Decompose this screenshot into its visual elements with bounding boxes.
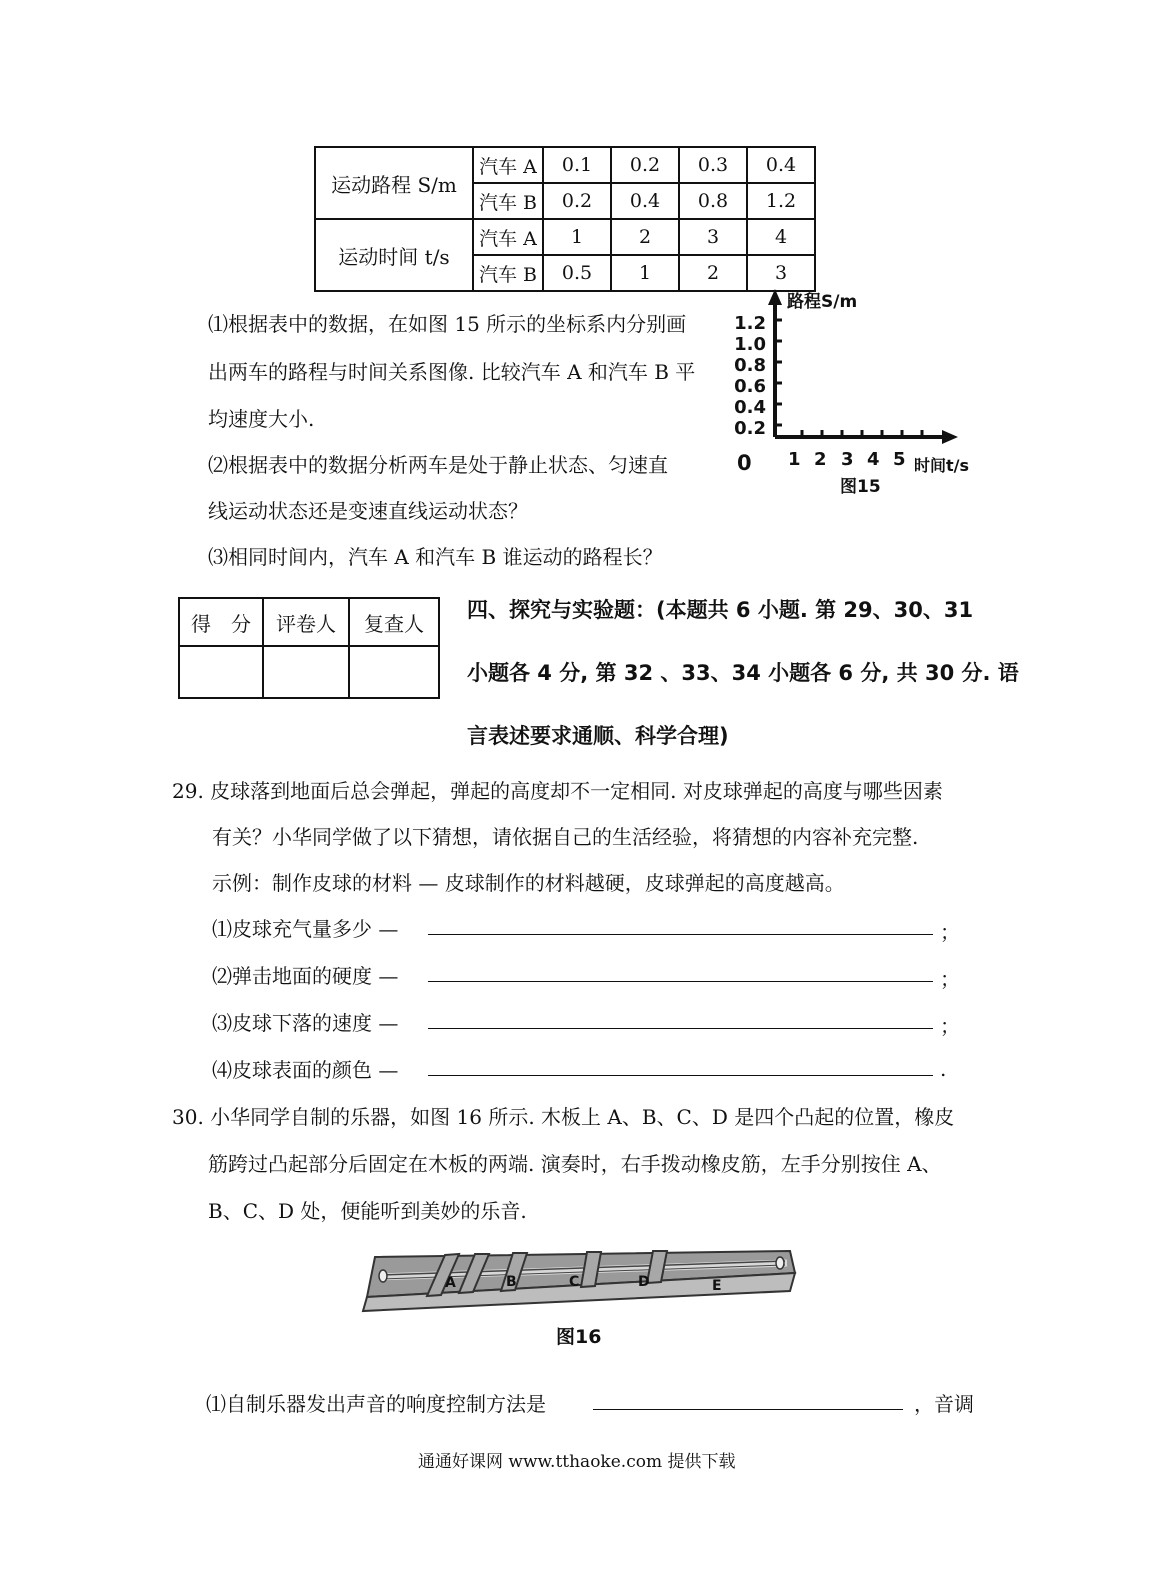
car-b-label: 汽车 B [473,183,543,219]
section4-line1: 四、探究与实验题：(本题共 6 小题. 第 29、30、31 [467,598,974,622]
q29-item3-end: ； [940,1014,960,1038]
q30-answer-blank-1[interactable] [593,1409,903,1410]
q29-item1-end: ； [940,920,960,944]
q30-line2: 筋跨过凸起部分后固定在木板的两端. 演奏时，右手拨动橡皮筋，左手分别按住 A、 [208,1152,942,1176]
q29-item1: ⑴皮球充气量多少 — [212,917,399,941]
y-tick-label: 0.8 [734,355,766,376]
figure15-origin: 0 [737,451,752,475]
y-tick-label: 1.2 [734,313,766,334]
table-cell: 0.2 [543,183,611,219]
table-cell: 0.1 [543,147,611,183]
table-cell: 4 [747,219,815,255]
q29-line1: 29. 皮球落到地面后总会弹起，弹起的高度却不一定相同. 对皮球弹起的高度与哪些因素 [172,779,943,803]
q30-line1: 30. 小华同学自制的乐器，如图 16 所示. 木板上 A、B、C、D 是四个凸起的位置，橡皮 [172,1105,955,1129]
table-cell: 0.8 [679,183,747,219]
q29-item3: ⑶皮球下落的速度 — [212,1011,399,1035]
q29-answer-blank-2[interactable] [428,981,933,982]
figure16-caption: 图16 [556,1326,602,1348]
x-axis-arrow [942,430,958,444]
figure16-label-d: D [638,1274,650,1290]
q28-part1-line3: 均速度大小. [208,407,315,431]
table-cell: 0.3 [679,147,747,183]
score-cell[interactable] [179,646,263,698]
table-cell: 0.4 [747,147,815,183]
x-tick-label: 4 [867,449,880,470]
q28-part2-line1: ⑵根据表中的数据分析两车是处于静止状态、匀速直 [208,453,668,477]
reviewer-header: 复查人 [349,598,439,646]
grader-header: 评卷人 [263,598,349,646]
y-tick-label: 0.4 [734,397,766,418]
x-tick-label: 5 [893,449,906,470]
figure15-caption: 图15 [840,477,881,497]
q28-part2-line2: 线运动状态还是变速直线运动状态？ [208,499,528,523]
q28-part3: ⑶相同时间内，汽车 A 和汽车 B 谁运动的路程长？ [208,545,663,569]
car-a-label: 汽车 A [473,219,543,255]
y-tick-label: 0.6 [734,376,766,397]
section4-line2: 小题各 4 分, 第 32 、33、34 小题各 6 分, 共 30 分. 语 [467,661,1019,685]
q29-answer-blank-1[interactable] [428,934,933,935]
y-tick-label: 0.2 [734,418,766,439]
table-cell: 1 [543,219,611,255]
q30-part1-start: ⑴自制乐器发出声音的响度控制方法是 [206,1392,546,1416]
q30-part1-end: ，音调 [914,1392,974,1416]
figure16-label-e: E [712,1278,722,1294]
score-header: 得 分 [179,598,263,646]
reviewer-cell[interactable] [349,646,439,698]
end-peg [379,1270,387,1282]
q29-item2: ⑵弹击地面的硬度 — [212,964,399,988]
table-cell: 0.5 [543,255,611,291]
score-table [178,597,440,699]
y-axis-arrow [768,289,782,305]
q29-example: 示例：制作皮球的材料 — 皮球制作的材料越硬，皮球弹起的高度越高。 [212,871,845,895]
end-peg [776,1257,784,1269]
q29-item4: ⑷皮球表面的颜色 — [212,1058,399,1082]
page-footer: 通通好课网 www.tthaoke.com 提供下载 [418,1452,736,1472]
q29-answer-blank-4[interactable] [428,1075,933,1076]
figure15-x-label: 时间t/s [914,456,970,475]
x-tick-label: 3 [841,449,854,470]
car-b-label: 汽车 B [473,255,543,291]
table-cell: 0.4 [611,183,679,219]
table-cell: 3 [679,219,747,255]
figure16-label-a: A [445,1275,456,1291]
table-cell: 1 [611,255,679,291]
time-row-header: 运动时间 t/s [315,219,473,291]
figure15-y-label: 路程S/m [787,292,858,312]
section4-line3: 言表述要求通顺、科学合理) [467,724,729,748]
table-cell: 2 [611,219,679,255]
distance-row-header: 运动路程 S/m [315,147,473,219]
table-cell: 0.2 [611,147,679,183]
table-cell: 3 [747,255,815,291]
q28-part1-line1: ⑴根据表中的数据，在如图 15 所示的坐标系内分别画 [208,312,687,336]
data-table [314,146,816,292]
x-tick-label: 1 [788,449,801,470]
q29-item4-end: . [940,1057,947,1081]
figure15-y-ticks [728,313,766,439]
table-cell: 1.2 [747,183,815,219]
figure16-label-c: C [569,1274,580,1290]
figure16-board [355,1245,805,1320]
q30-line3: B、C、D 处，便能听到美妙的乐音. [208,1199,527,1223]
y-tick-label: 1.0 [734,334,766,355]
q29-answer-blank-3[interactable] [428,1028,933,1029]
grader-cell[interactable] [263,646,349,698]
q29-line2: 有关？小华同学做了以下猜想，请依据自己的生活经验，将猜想的内容补充完整. [212,825,919,849]
table-cell: 2 [679,255,747,291]
q28-part1-line2: 出两车的路程与时间关系图像. 比较汽车 A 和汽车 B 平 [208,360,696,384]
figure16-label-b: B [506,1274,517,1290]
car-a-label: 汽车 A [473,147,543,183]
x-tick-label: 2 [814,449,827,470]
q29-item2-end: ； [940,967,960,991]
